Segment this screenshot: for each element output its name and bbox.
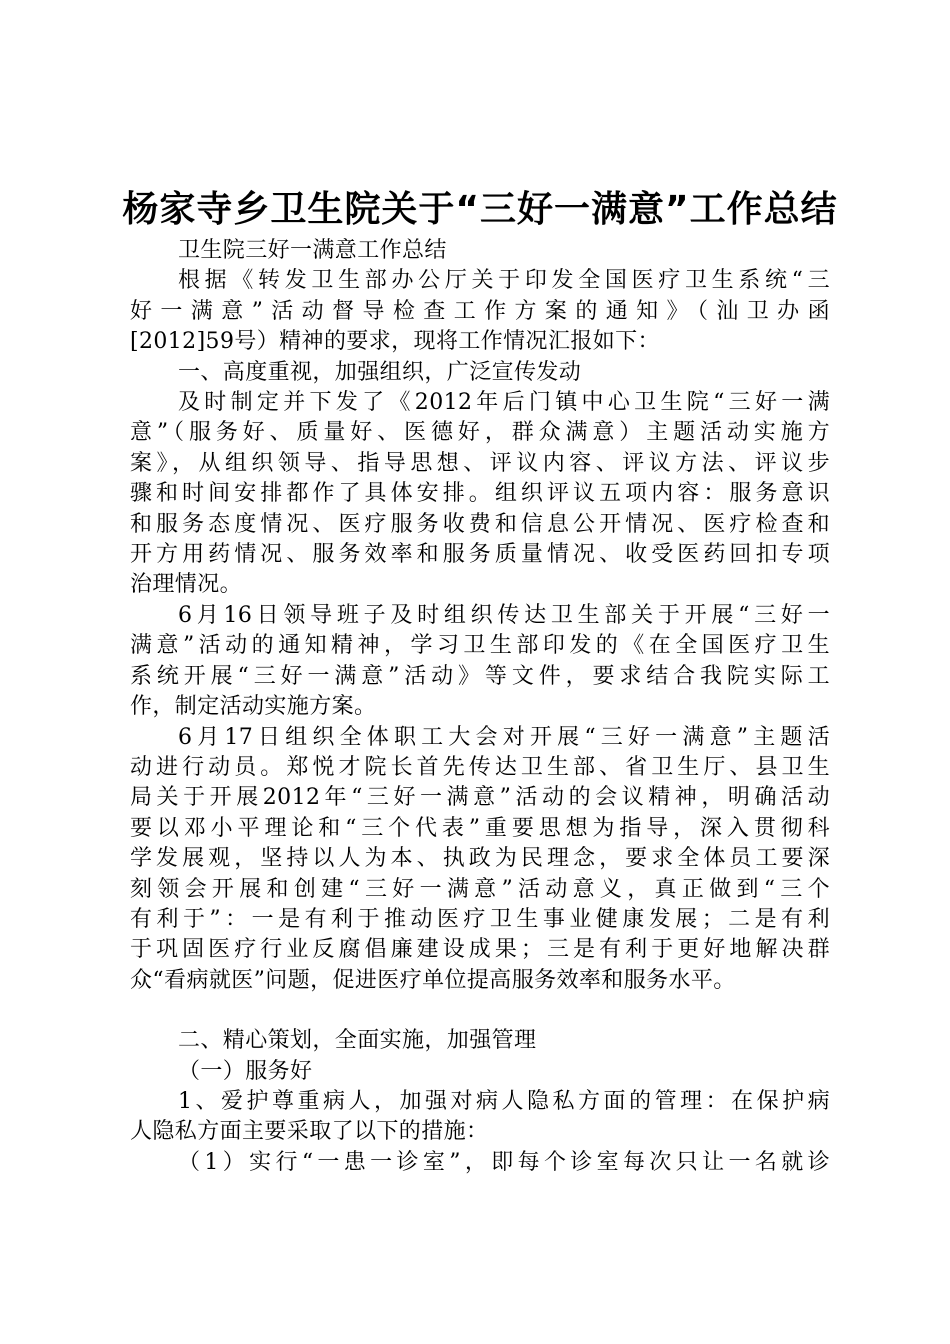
paragraph-line: 动进行动员。郑悦才院长首先传达卫生部、省卫生厅、县卫生 — [130, 754, 830, 780]
subtitle-line: 卫生院三好一满意工作总结 — [178, 238, 447, 263]
paragraph-line: 意”（服务好、质量好、医德好，群众满意）主题活动实施方 — [130, 420, 830, 446]
paragraph-line: 满意”活动的通知精神，学习卫生部印发的《在全国医疗卫生 — [130, 633, 830, 659]
paragraph-line: 于巩固医疗行业反腐倡廉建设成果；三是有利于更好地解决群 — [130, 937, 830, 963]
paragraph-line: 系统开展“三好一满意”活动》等文件，要求结合我院实际工 — [130, 663, 830, 689]
paragraph-line: 案》，从组织领导、指导思想、评议内容、评议方法、评议步 — [130, 450, 830, 476]
paragraph-line: 刻领会开展和创建“三好一满意”活动意义，真正做到“三个 — [130, 876, 830, 902]
paragraph-line: 开方用药情况、服务效率和服务质量情况、收受医药回扣专项 — [130, 542, 830, 568]
paragraph-line: 好一满意”活动督导检查工作方案的通知》（汕卫办函 — [130, 298, 830, 324]
paragraph-gap — [130, 996, 830, 1026]
subsection-heading: （一）服务好 — [178, 1058, 313, 1084]
paragraph-line: 人隐私方面主要采取了以下的措施： — [130, 1119, 489, 1145]
paragraph-line: 学发展观，坚持以人为本、执政为民理念，要求全体员工要深 — [130, 846, 830, 872]
section-heading: 二、精心策划，全面实施，加强管理 — [178, 1028, 537, 1054]
paragraph-line: 作，制定活动实施方案。 — [130, 694, 377, 720]
paragraph-line: [2012]59号）精神的要求，现将工作情况汇报如下： — [130, 329, 660, 355]
document-body — [130, 236, 830, 1178]
paragraph-line: 治理情况。 — [130, 572, 243, 598]
document-title: 杨家寺乡卫生院关于“三好一满意”工作总结 — [122, 189, 838, 230]
paragraph-line: 及时制定并下发了《2012年后门镇中心卫生院“三好一满 — [178, 390, 830, 416]
paragraph-line: 1、爱护尊重病人，加强对病人隐私方面的管理：在保护病 — [178, 1088, 830, 1114]
paragraph-line: 众“看病就医”问题，促进医疗单位提高服务效率和服务水平。 — [130, 967, 736, 993]
paragraph-line: 要以邓小平理论和“三个代表”重要思想为指导，深入贯彻科 — [130, 815, 830, 841]
paragraph-line: 局关于开展2012年“三好一满意”活动的会议精神，明确活动 — [130, 785, 830, 811]
paragraph-line: 6月17日组织全体职工大会对开展“三好一满意”主题活 — [178, 724, 830, 750]
paragraph-line: 根据《转发卫生部办公厅关于印发全国医疗卫生系统“三 — [178, 268, 830, 294]
paragraph-line: 有利于”：一是有利于推动医疗卫生事业健康发展；二是有利 — [130, 906, 830, 932]
paragraph-line: 6月16日领导班子及时组织传达卫生部关于开展“三好一 — [178, 602, 830, 628]
paragraph-line: 和服务态度情况、医疗服务收费和信息公开情况、医疗检查和 — [130, 511, 830, 537]
paragraph-line: （1）实行“一患一诊室”，即每个诊室每次只让一名就诊 — [178, 1149, 830, 1175]
section-heading: 一、高度重视，加强组织，广泛宣传发动 — [178, 359, 582, 385]
paragraph-line: 骤和时间安排都作了具体安排。组织评议五项内容：服务意识 — [130, 481, 830, 507]
